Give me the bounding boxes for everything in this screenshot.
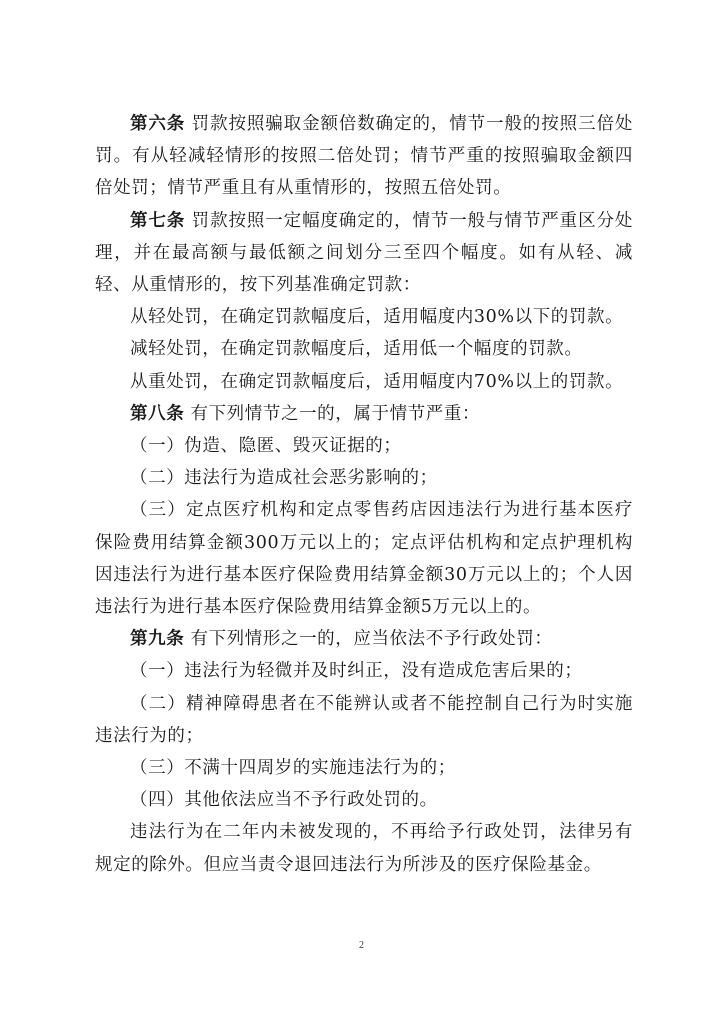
article-8-title: 第八条: [130, 403, 185, 424]
article-8-item: （三）定点医疗机构和定点零售药店因违法行为进行基本医疗保险费用结算金额300万元以上的；定点评估机构和定点护理机构因违法行为进行基本医疗保险费用结算金额30万元以上的；个人因违法行为进行基本医疗保险费用结算金额5万元以上的。: [95, 500, 633, 618]
article-9-item: （四）其他依法应当不予行政处罚的。: [130, 790, 438, 811]
article-8-item: （二）违法行为造成社会恶劣影响的；: [130, 468, 438, 489]
article-9-title: 第九条: [130, 629, 185, 650]
page-number: 2: [359, 940, 364, 951]
article-9-text: 有下列情形之一的，应当依法不予行政处罚：: [190, 629, 553, 650]
article-7-item: 减轻处罚，在确定罚款幅度后，适用低一个幅度的罚款。: [130, 339, 583, 360]
article-9: [95, 623, 633, 655]
article-8: [95, 398, 633, 430]
article-9-item: （三）不满十四周岁的实施违法行为的；: [130, 758, 456, 779]
article-7-item: 从轻处罚，在确定罚款幅度后，适用幅度内30%以下的罚款。: [130, 307, 624, 328]
article-6: [95, 108, 633, 205]
article-8-item: （一）伪造、隐匿、毁灭证据的；: [130, 436, 402, 457]
article-7-text: 罚款按照一定幅度确定的，情节一般与情节严重区分处理，并在最高额与最低额之间划分三至四个幅度。如有从轻、减轻、从重情形的，按下列基准确定罚款：: [95, 210, 633, 296]
closing-paragraph: 违法行为在二年内未被发现的，不再给予行政处罚，法律另有规定的除外。但应当责令退回违法行为所涉及的医疗保险基金。: [95, 822, 633, 875]
article-8-text: 有下列情节之一的，属于情节严重：: [190, 403, 481, 424]
article-9-item: （一）违法行为轻微并及时纠正，没有造成危害后果的；: [130, 661, 583, 682]
article-7-title: 第七条: [130, 210, 186, 231]
article-6-text: 罚款按照骗取金额倍数确定的，情节一般的按照三倍处罚。有从轻减轻情形的按照二倍处罚；情节严重的按照骗取金额四倍处罚；情节严重且有从重情形的，按照五倍处罚。: [95, 114, 633, 199]
article-6-title: 第六条: [130, 114, 186, 134]
article-7: [95, 205, 633, 302]
article-9-item: （二）精神障碍患者在不能辨认或者不能控制自己行为时实施违法行为的；: [95, 693, 633, 746]
article-7-item: 从重处罚，在确定罚款幅度后，适用幅度内70%以上的罚款。: [130, 371, 624, 392]
